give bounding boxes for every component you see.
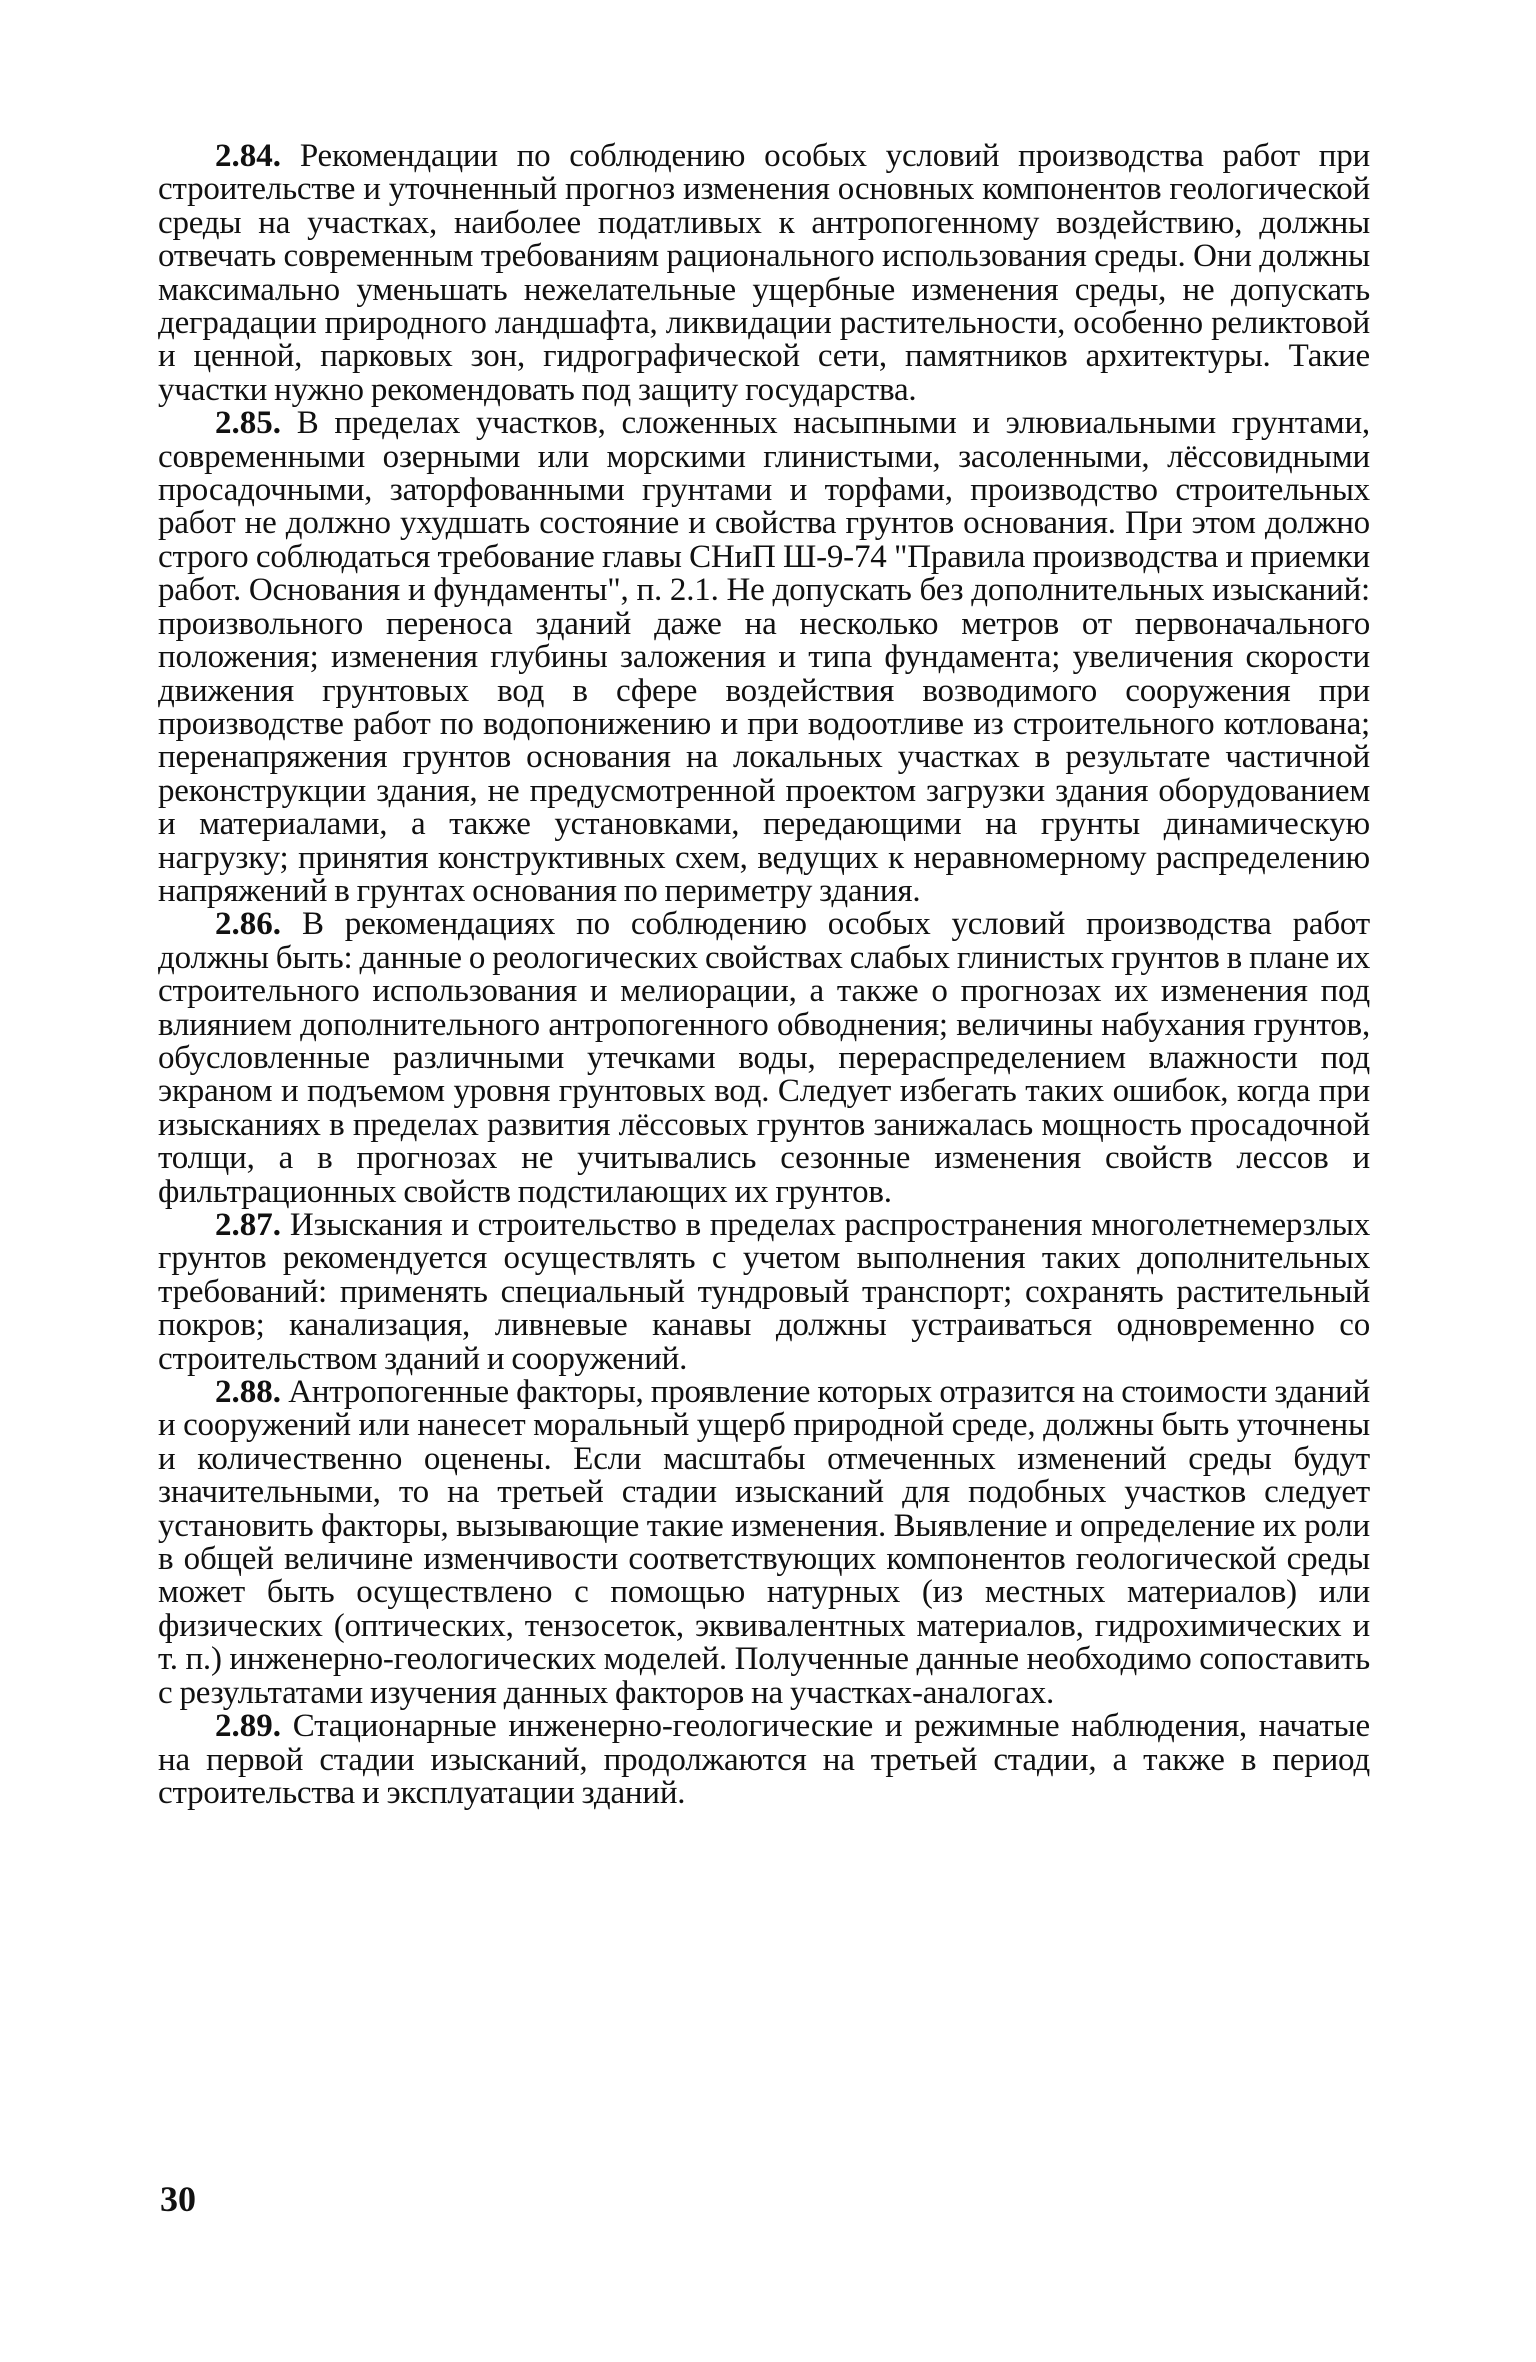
paragraph-2-88: [158, 1376, 1370, 1710]
paragraph-text: Стационарные инженерно-геологические и режимные наблюдения, начатые на первой стадии изысканий, продолжаются на третьей стадии, а также в период строительства и эксплуатации зданий.: [158, 1708, 1370, 1811]
paragraph-text: Изыскания и строительство в пределах распространения многолетнемерзлых грунтов рекомендуется осуществлять с учетом выполнения таких дополнительных требований: применять специальный тундровый транспорт; сохранять растительный покров; канализация, ливневые канавы должны устраиваться одновременно со строительством зданий и сооружений.: [158, 1207, 1370, 1377]
paragraph-text: В рекомендациях по соблюдению особых условий производства работ должны быть: данные о реологических свойствах слабых глинистых грунтов в плане их строительного использования и мелиорации, а также о прогнозах их изменения под влиянием дополнительного антропогенного обводнения; величины набухания грунтов, обусловленные различными утечками воды, перераспределением влажности под экраном и подъемом уровня грунтовых вод. Следует избегать таких ошибок, когда при изысканиях в пределах развития лёссовых грунтов занижалась мощность просадочной толщи, а в прогнозах не учитывались сезонные изменения свойств лессов и фильтрационных свойств подстилающих их грунтов.: [158, 906, 1371, 1210]
page-number: 30: [160, 2179, 196, 2219]
paragraph-number: 2.88.: [215, 1374, 281, 1411]
paragraph-2-84: [158, 140, 1370, 407]
document-page: [158, 140, 1370, 1810]
paragraph-number: 2.86.: [215, 906, 281, 943]
paragraph-2-85: [158, 407, 1370, 908]
paragraph-2-86: [158, 908, 1370, 1209]
paragraph-number: 2.84.: [215, 138, 281, 174]
paragraph-number: 2.85.: [215, 405, 281, 442]
paragraph-text: Рекомендации по соблюдению особых условий производства работ при строительстве и уточненный прогноз изменения основных компонентов геологической среды на участках, наиболее податливых к антропогенному воздействию, должны отвечать современным требованиям рационального использования среды. Они должны максимально уменьшать нежелательные ущербные изменения среды, не допускать деградации природного ландшафта, ликвидации растительности, особенно реликтовой и ценной, парковых зон, гидрографической сети, памятников архитектуры. Такие участки нужно рекомендовать под защиту государства.: [158, 138, 1370, 408]
paragraph-text: Антропогенные факторы, проявление которых отразится на стоимости зданий и сооружений или нанесет моральный ущерб природной среде, должны быть уточнены и количественно оценены. Если масштабы отмеченных изменений среды будут значительными, то на третьей стадии изысканий для подобных участков следует установить факторы, вызывающие такие изменения. Выявление и определение их роли в общей величине изменчивости соответствующих компонентов геологической среды может быть осуществлено с помощью натурных (из местных материалов) или физических (оптических, тензосеток, эквивалентных материалов, гидрохимических и т. п.) инженерно-геологических моделей. Полученные данные необходимо сопоставить с результатами изучения данных факторов на участках-аналогах.: [158, 1374, 1370, 1711]
paragraph-2-89: [158, 1710, 1370, 1810]
paragraph-number: 2.87.: [215, 1207, 281, 1243]
paragraph-text: В пределах участков, сложенных насыпными и элювиальными грунтами, современными озерными или морскими глинистыми, засоленными, лёссовидными просадочными, заторфованными грунтами и торфами, производство строительных работ не должно ухудшать состояние и свойства грунтов основания. При этом должно строго соблюдаться требование главы СНиП Ш-9-74 "Правила производства и приемки работ. Основания и фундаменты", п. 2.1. Не допускать без дополнительных изысканий: произвольного переноса зданий даже на несколько метров от первоначального положения; изменения глубины заложения и типа фундамента; увеличения скорости движения грунтовых вод в сфере воздействия возводимого сооружения при производстве работ по водопонижению и при водоотливе из строительного котлована; перенапряжения грунтов основания на локальных участках в результате частичной реконструкции здания, не предусмотренной проектом загрузки здания оборудованием и материалами, а также установками, передающими на грунты динамическую нагрузку; принятия конструктивных схем, ведущих к неравномерному распределению напряжений в грунтах основания по периметру здания.: [158, 405, 1370, 909]
paragraph-number: 2.89.: [215, 1708, 281, 1745]
paragraph-2-87: [158, 1209, 1370, 1376]
